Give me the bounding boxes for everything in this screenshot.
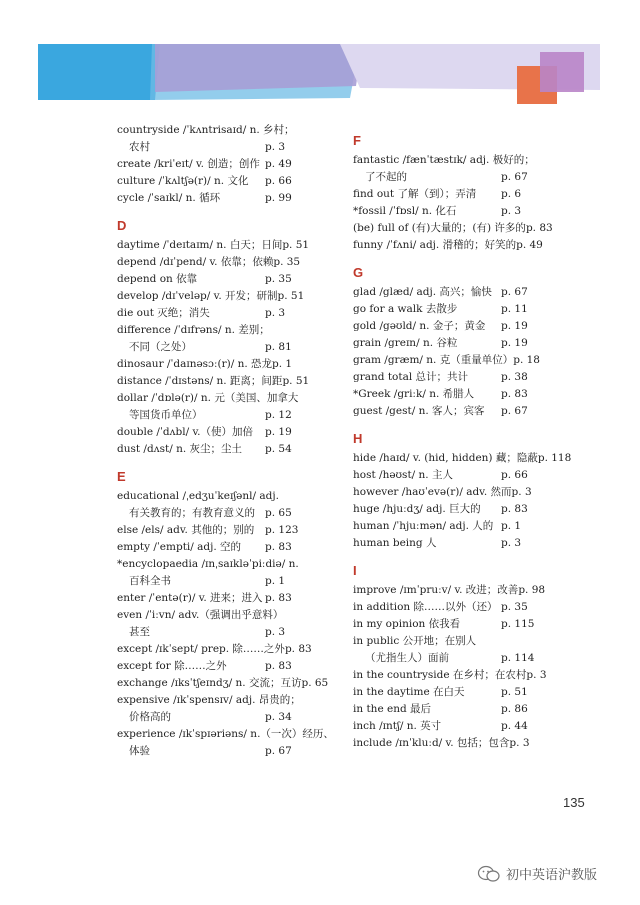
entry-page-ref	[535, 152, 573, 169]
index-entry	[117, 190, 303, 207]
entry-line	[117, 390, 303, 407]
entry-line	[117, 139, 303, 156]
entry-term: die out 灭绝；消失	[117, 307, 210, 319]
entry-line	[117, 322, 303, 339]
entry-term: dust /dʌst/ n. 灰尘；尘土	[117, 443, 243, 455]
entry-term: enter /ˈentə(r)/ v. 进来；进入	[117, 592, 263, 604]
entry-line	[353, 284, 539, 301]
entry-page-ref	[299, 556, 337, 573]
header-banner	[0, 0, 640, 110]
entry-term: except /ɪkˈsept/ prep. 除……之外	[117, 643, 285, 655]
entry-page-ref: p. 65	[301, 677, 329, 689]
section-letter-g: G	[353, 265, 364, 280]
index-entry	[353, 616, 539, 633]
index-entry	[353, 186, 539, 203]
index-column-left	[117, 122, 334, 760]
entry-line	[117, 424, 303, 441]
entry-line	[353, 484, 539, 501]
entry-term: else /els/ adv. 其他的；别的	[117, 524, 255, 536]
index-entry	[353, 335, 539, 352]
entry-term: guest /gest/ n. 客人；宾客	[353, 405, 485, 417]
index-entry	[117, 692, 303, 726]
entry-term: dollar /ˈdɒlə(r)/ n. 元（美国、加拿大	[117, 392, 299, 404]
index-entry	[353, 203, 539, 220]
index-entry	[117, 322, 303, 356]
entry-page-ref: p. 49	[265, 158, 292, 170]
entry-page-ref: p. 123	[265, 524, 299, 536]
section-letter-f: F	[353, 133, 361, 148]
entry-page-ref	[283, 607, 321, 624]
entry-line	[117, 305, 303, 322]
entry-line	[353, 352, 539, 369]
entry-line	[353, 467, 539, 484]
entry-page-ref: p. 67	[501, 405, 528, 417]
entry-line	[353, 684, 539, 701]
entry-line	[117, 373, 310, 390]
entry-page-ref: p. 35	[273, 256, 301, 268]
entry-term: expensive /ɪkˈspensɪv/ adj. 昂贵的；	[117, 694, 301, 706]
entry-term: depend on 依靠	[117, 273, 198, 285]
entry-line	[353, 633, 539, 650]
entry-term: difference /ˈdɪfrəns/ n. 差别；	[117, 324, 270, 336]
entry-page-ref: p. 118	[537, 452, 572, 464]
entry-term: empty /ˈempti/ adj. 空的	[117, 541, 242, 553]
section-letter-e: E	[117, 469, 126, 484]
entry-line	[117, 726, 334, 743]
entry-page-ref: p. 3	[265, 307, 286, 319]
entry-term: 有关教育的；有教育意义的	[129, 507, 255, 519]
index-entry	[353, 352, 539, 369]
entry-page-ref: p. 19	[501, 337, 528, 349]
entry-page-ref: p. 83	[265, 660, 292, 672]
index-entry	[117, 607, 303, 641]
entry-term: host /həʊst/ n. 主人	[353, 469, 453, 481]
entry-page-ref: p. 12	[265, 409, 292, 421]
entry-term: *encyclopaedia /ɪnˌsaɪkləˈpiːdiə/ n.	[117, 558, 299, 570]
entry-page-ref: p. 19	[265, 426, 292, 438]
entry-term: （尤指生人）面前	[365, 652, 449, 664]
entry-page-ref: p. 83	[501, 503, 528, 515]
entry-line	[117, 573, 303, 590]
entry-page-ref: p. 34	[265, 711, 292, 723]
entry-term: 甚至	[129, 626, 150, 638]
index-entry	[353, 284, 539, 301]
index-entry	[117, 641, 312, 658]
entry-term: dinosaur /ˈdaɪnəsɔː(r)/ n. 恐龙	[117, 358, 273, 370]
entry-page-ref: p. 86	[501, 703, 528, 715]
index-entry	[117, 373, 310, 390]
entry-term: 不同（之处）	[129, 341, 192, 353]
entry-line	[117, 173, 303, 190]
index-entry	[117, 254, 303, 271]
section-letter-d: D	[117, 218, 127, 233]
entry-page-ref: p. 83	[265, 541, 292, 553]
entry-page-ref: p. 1	[265, 575, 286, 587]
entry-page-ref: p. 44	[501, 720, 528, 732]
watermark-text: 初中英语沪教版	[506, 868, 598, 883]
entry-page-ref	[501, 633, 539, 650]
index-entry	[353, 684, 539, 701]
entry-page-ref: p. 67	[501, 286, 528, 298]
entry-page-ref: p. 66	[265, 175, 292, 187]
entry-term: grand total 总计；共计	[353, 371, 469, 383]
entry-page-ref: p. 81	[265, 341, 292, 353]
entry-line	[353, 535, 539, 552]
index-entry	[353, 220, 553, 237]
entry-page-ref: p. 66	[501, 469, 528, 481]
index-entry	[353, 718, 539, 735]
entry-line	[117, 590, 303, 607]
entry-line	[353, 301, 539, 318]
entry-term: educational /ˌedʒuˈkeɪʃənl/ adj.	[117, 490, 279, 502]
entry-term: 价格高的	[129, 711, 171, 723]
entry-term: experience /ɪkˈspɪəriəns/ n.（一次）经历、	[117, 728, 334, 740]
entry-term: *fossil /ˈfɒsl/ n. 化石	[353, 205, 457, 217]
entry-term: go for a walk 去散步	[353, 303, 458, 315]
entry-line	[117, 237, 310, 254]
entry-term: funny /ˈfʌni/ adj. 滑稽的；好笑的	[353, 239, 517, 251]
entry-page-ref: p. 51	[501, 686, 528, 698]
index-entry	[353, 301, 539, 318]
entry-line	[353, 518, 539, 535]
index-entry	[353, 633, 539, 667]
entry-term: 百科全书	[129, 575, 171, 587]
entry-line	[353, 237, 543, 254]
entry-page-ref: p. 83	[501, 388, 528, 400]
index-entry	[117, 488, 303, 522]
index-entry	[117, 658, 303, 675]
entry-term: 农村	[129, 141, 150, 153]
entry-page-ref: p. 51	[282, 239, 310, 251]
index-entry	[353, 535, 539, 552]
entry-line	[353, 403, 539, 420]
index-entry	[117, 556, 303, 590]
entry-page-ref: p. 83	[525, 222, 553, 234]
entry-page-ref	[270, 322, 308, 339]
entry-term: in public 公开地；在别人	[353, 635, 477, 647]
entry-page-ref: p. 35	[265, 273, 292, 285]
entry-line	[353, 318, 539, 335]
entry-term: (be) full of (有)大量的；(有) 许多的	[353, 222, 526, 234]
wechat-icon	[478, 865, 500, 883]
entry-term: in the daytime 在白天	[353, 686, 465, 698]
entry-page-ref: p. 1	[501, 520, 522, 532]
entry-term: in my opinion 依我看	[353, 618, 461, 630]
entry-term: glad /glæd/ adj. 高兴；愉快	[353, 286, 492, 298]
entry-page-ref: p. 51	[282, 375, 310, 387]
section-letter-i: I	[353, 563, 357, 578]
entry-term: even /ˈiːvn/ adv.（强调出乎意料）	[117, 609, 284, 621]
index-entry	[353, 582, 546, 599]
entry-term: 体验	[129, 745, 150, 757]
entry-page-ref: p. 114	[501, 652, 535, 664]
entry-line	[353, 616, 539, 633]
entry-line	[117, 709, 303, 726]
entry-term: 了不起的	[365, 171, 407, 183]
index-entry	[117, 390, 303, 424]
entry-page-ref: p. 3	[501, 205, 522, 217]
entry-page-ref: p. 115	[501, 618, 535, 630]
entry-page-ref: p. 3	[265, 626, 286, 638]
entry-term: hide /haɪd/ v. (hid, hidden) 藏；隐蔽	[353, 452, 538, 464]
entry-page-ref	[295, 122, 333, 139]
index-entry	[117, 173, 303, 190]
entry-line	[353, 450, 572, 467]
entry-page-ref: p. 3	[501, 537, 522, 549]
index-entry	[117, 288, 303, 305]
entry-term: however /haʊˈevə(r)/ adv. 然而	[353, 486, 512, 498]
entry-line	[353, 152, 539, 169]
index-entry	[117, 156, 303, 173]
entry-line	[117, 624, 303, 641]
entry-page-ref: p. 98	[518, 584, 546, 596]
entry-term: depend /dɪˈpend/ v. 依靠；依赖	[117, 256, 274, 268]
entry-line	[353, 599, 539, 616]
entry-line	[353, 335, 539, 352]
entry-line	[117, 743, 303, 760]
entry-term: create /kriˈeɪt/ v. 创造；创作	[117, 158, 260, 170]
entry-line	[353, 220, 553, 237]
entry-line	[353, 169, 539, 186]
watermark	[478, 864, 597, 883]
entry-line	[353, 718, 539, 735]
entry-page-ref: p. 6	[501, 188, 522, 200]
entry-page-ref: p. 1	[272, 358, 293, 370]
index-entry	[117, 424, 303, 441]
entry-term: find out 了解（到）；弄清	[353, 188, 477, 200]
entry-page-ref: p. 83	[284, 643, 312, 655]
entry-term: in the countryside 在乡村；在农村	[353, 669, 527, 681]
entry-line	[117, 339, 303, 356]
entry-page-ref: p. 54	[265, 443, 292, 455]
entry-page-ref: p. 18	[513, 354, 540, 366]
index-entry	[353, 667, 547, 684]
entry-line	[117, 356, 303, 373]
section-letter-h: H	[353, 431, 363, 446]
index-entry	[117, 675, 329, 692]
entry-term: in addition 除……以外（还）	[353, 601, 498, 613]
entry-line	[117, 641, 312, 658]
index-entry	[353, 518, 539, 535]
index-entry	[117, 237, 310, 254]
entry-line	[117, 505, 303, 522]
entry-line	[117, 658, 303, 675]
entry-page-ref: p. 11	[501, 303, 528, 315]
entry-term: in the end 最后	[353, 703, 432, 715]
entry-term: improve /ɪmˈpruːv/ v. 改进；改善	[353, 584, 519, 596]
entry-page-ref: p. 65	[265, 507, 292, 519]
entry-term: include /ɪnˈkluːd/ v. 包括；包含	[353, 737, 510, 749]
entry-line	[117, 441, 303, 458]
entry-term: human being 人	[353, 537, 437, 549]
index-entry	[353, 152, 539, 186]
entry-page-ref: p. 51	[277, 290, 305, 302]
entry-page-ref: p. 99	[265, 192, 292, 204]
entry-line	[117, 254, 303, 271]
entry-line	[117, 607, 303, 624]
entry-term: except for 除……之外	[117, 660, 227, 672]
entry-line	[353, 501, 539, 518]
entry-line	[353, 701, 539, 718]
index-column-right	[353, 122, 572, 752]
entry-line	[353, 186, 539, 203]
entry-term: huge /hjuːdʒ/ adj. 巨大的	[353, 503, 481, 515]
index-entry	[353, 386, 539, 403]
entry-term: gold /gəʊld/ n. 金子；黄金	[353, 320, 486, 332]
entry-line	[117, 539, 303, 556]
entry-line	[117, 556, 303, 573]
index-entry	[117, 305, 303, 322]
entry-page-ref: p. 67	[501, 171, 528, 183]
index-entry	[117, 271, 303, 288]
entry-term: culture /ˈkʌltʃə(r)/ n. 文化	[117, 175, 249, 187]
entry-page-ref: p. 38	[501, 371, 528, 383]
entry-line	[353, 667, 547, 684]
index-entry	[353, 701, 539, 718]
entry-page-ref: p. 3	[265, 141, 286, 153]
index-entry	[117, 590, 303, 607]
entry-term: *Greek /griːk/ n. 希腊人	[353, 388, 475, 400]
entry-term: fantastic /fænˈtæstɪk/ adj. 极好的；	[353, 154, 535, 166]
entry-term: inch /ɪntʃ/ n. 英寸	[353, 720, 442, 732]
entry-line	[117, 190, 303, 207]
entry-line	[117, 692, 303, 709]
entry-term: daytime /ˈdeɪtaɪm/ n. 白天；日间	[117, 239, 283, 251]
index-entry	[353, 735, 539, 752]
index-entry	[353, 403, 539, 420]
entry-term: cycle /ˈsaɪkl/ n. 循环	[117, 192, 221, 204]
entry-line	[353, 203, 539, 220]
entry-line	[117, 407, 303, 424]
entry-line	[353, 650, 539, 667]
entry-page-ref: p. 49	[516, 239, 543, 251]
entry-line	[117, 675, 329, 692]
index-entry	[117, 539, 303, 556]
entry-page-ref	[298, 390, 336, 407]
index-entry	[117, 356, 303, 373]
page-number: 135	[563, 795, 585, 810]
index-entry	[353, 318, 539, 335]
entry-term: distance /ˈdɪstəns/ n. 距离；间距	[117, 375, 283, 387]
entry-page-ref: p. 83	[265, 592, 292, 604]
entry-term: human /ˈhjuːmən/ adj. 人的	[353, 520, 494, 532]
index-entry	[117, 122, 303, 156]
entry-term: gram /græm/ n. 克（重量单位）	[353, 354, 514, 366]
entry-term: develop /dɪˈveləp/ v. 开发；研制	[117, 290, 278, 302]
entry-line	[117, 156, 303, 173]
entry-line	[353, 582, 546, 599]
entry-line	[353, 369, 539, 386]
entry-term: grain /greɪn/ n. 谷粒	[353, 337, 458, 349]
entry-line	[353, 735, 539, 752]
index-entry	[353, 599, 539, 616]
entry-term: exchange /ɪksˈtʃeɪndʒ/ n. 交流；互访	[117, 677, 302, 689]
index-entry	[353, 484, 539, 501]
index-entry	[353, 237, 543, 254]
entry-page-ref: p. 35	[501, 601, 528, 613]
entry-line	[117, 522, 303, 539]
index-entry	[117, 522, 303, 539]
entry-line	[117, 122, 303, 139]
index-entry	[353, 450, 572, 467]
entry-page-ref: p. 19	[501, 320, 528, 332]
index-entry	[353, 467, 539, 484]
entry-line	[117, 271, 303, 288]
entry-line	[117, 288, 303, 305]
entry-page-ref: p. 67	[265, 745, 292, 757]
index-entry	[353, 501, 539, 518]
index-entry	[353, 369, 539, 386]
entry-page-ref: p. 3	[511, 486, 532, 498]
entry-page-ref	[301, 692, 339, 709]
entry-term: countryside /ˈkʌntrisaɪd/ n. 乡村；	[117, 124, 295, 136]
entry-page-ref: p. 3	[509, 737, 530, 749]
entry-term: double /ˈdʌbl/ v.（使）加倍	[117, 426, 253, 438]
entry-line	[117, 488, 303, 505]
entry-page-ref: p. 3	[526, 669, 547, 681]
entry-term: 等国货币单位）	[129, 409, 203, 421]
entry-line	[353, 386, 539, 403]
entry-page-ref	[279, 488, 317, 505]
index-entry	[117, 726, 334, 760]
index-entry	[117, 441, 303, 458]
